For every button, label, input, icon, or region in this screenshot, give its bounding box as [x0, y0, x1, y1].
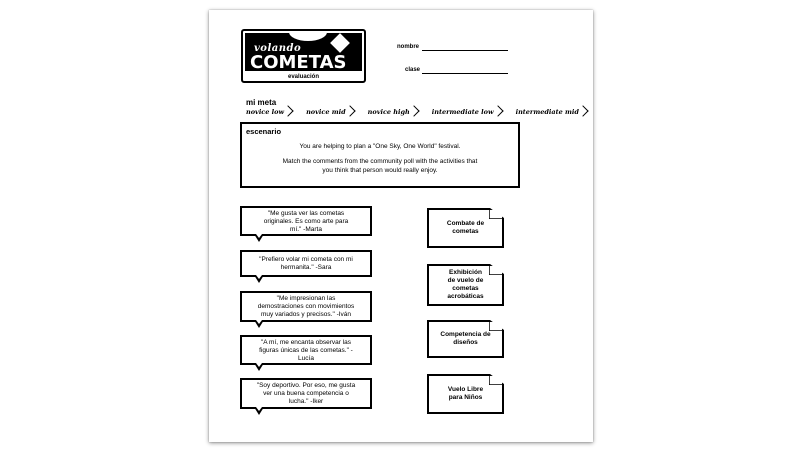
comment-line: figuras únicas de las cometas." -: [259, 347, 353, 354]
clase-label: clase: [405, 67, 421, 73]
comment-line: Lucía: [298, 355, 314, 362]
comment-bubble[interactable]: [240, 291, 372, 322]
nombre-label: nombre: [397, 44, 420, 50]
logo-subtitle: evaluación: [287, 74, 319, 80]
comment-line: muy variados y precisos." -Iván: [260, 311, 352, 318]
comment-line: "A mí, me encanta observar las: [260, 339, 352, 346]
clase-field[interactable]: [422, 73, 508, 74]
folded-corner-icon: [489, 209, 503, 219]
scenario-box: [240, 122, 520, 188]
activity-line: Exhibición: [449, 269, 482, 276]
scenario-text: you think that person would really enjoy.: [322, 167, 438, 174]
activity-line: Combate de: [446, 220, 485, 227]
comment-bubble[interactable]: [240, 378, 372, 409]
goal-level-item[interactable]: intermediate low: [419, 105, 503, 119]
comment-line: ver una buena competencia o: [263, 390, 349, 397]
goal-levels: [243, 105, 588, 119]
activity-card[interactable]: [427, 320, 504, 358]
activity-card[interactable]: [427, 374, 504, 414]
cloud-icon: [289, 29, 327, 41]
comment-line: "Soy deportivo. Por eso, me gusta: [256, 382, 356, 389]
goal-level-item[interactable]: novice high: [355, 105, 419, 119]
activity-line: acrobáticas: [447, 293, 484, 300]
goal-level-item[interactable]: novice mid: [293, 105, 355, 119]
activity-line: para Niños: [448, 394, 483, 401]
nombre-field[interactable]: [422, 50, 508, 51]
comment-line: hermanita." -Sara: [280, 264, 332, 271]
activity-line: cometas: [452, 285, 479, 292]
logo-top-text: volando: [254, 43, 302, 54]
activity-line: diseños: [453, 339, 478, 346]
logo-main-text: COMETAS: [250, 52, 347, 73]
activity-card[interactable]: [427, 208, 504, 248]
comment-bubble[interactable]: [240, 250, 372, 277]
scenario-text: Match the comments from the community poll with the activities that: [282, 158, 478, 165]
folded-corner-icon: [489, 375, 503, 385]
activity-line: Vuelo Libre: [447, 386, 484, 393]
comment-line: "Me impresionan las: [276, 295, 336, 302]
logo-banner: [245, 33, 362, 71]
scenario-text: You are helping to plan a "One Sky, One World" festival.: [299, 143, 461, 150]
activity-line: Competencia de: [440, 331, 491, 338]
cometas-logo: [241, 29, 366, 83]
folded-corner-icon: [489, 321, 503, 331]
comment-bubble[interactable]: [240, 335, 372, 365]
comment-line: demostraciones con movimientos: [257, 303, 355, 310]
folded-corner-icon: [489, 265, 503, 275]
comment-line: originales. Es como arte para: [263, 218, 349, 225]
activity-line: cometas: [452, 228, 479, 235]
meta-title: mi meta: [246, 98, 277, 107]
goal-level-item[interactable]: novice low: [243, 105, 293, 119]
activity-card[interactable]: [427, 264, 504, 306]
kite-icon: [330, 33, 350, 53]
comment-line: "Me gusta ver las cometas: [267, 210, 345, 217]
comment-bubble[interactable]: [240, 206, 372, 236]
comment-line: lucha." -Iker: [288, 398, 324, 405]
activity-line: de vuelo de: [447, 277, 484, 284]
scenario-title: escenario: [246, 127, 282, 136]
goal-level-item[interactable]: intermediate mid: [503, 105, 588, 119]
comment-line: "Prefiero volar mi cometa con mi: [259, 256, 353, 263]
comment-line: mí." -Marta: [290, 226, 322, 233]
